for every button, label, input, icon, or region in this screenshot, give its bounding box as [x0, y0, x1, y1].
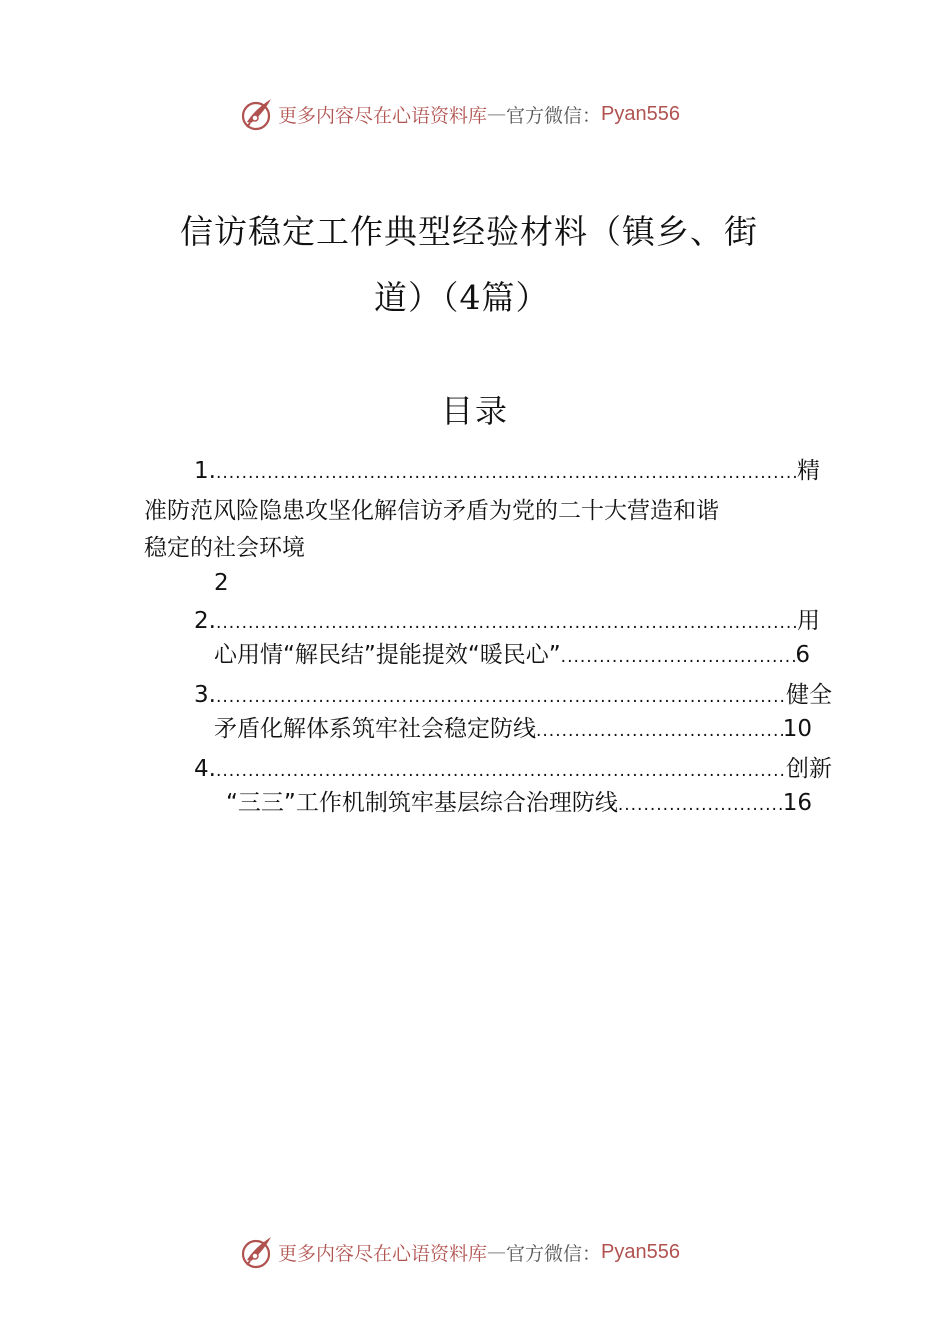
toc-entry-number: 3. — [194, 682, 216, 708]
quill-logo-icon — [238, 1234, 274, 1270]
toc-leader-dots — [561, 642, 796, 672]
toc-leader-dots — [618, 790, 783, 820]
toc-entry-1-page[interactable]: 2 — [214, 570, 229, 596]
footer-banner — [238, 1232, 738, 1272]
toc-entry-1-title-line[interactable]: 稳定的社会环境 — [144, 535, 305, 561]
toc-entry-4[interactable] — [194, 754, 832, 786]
toc-entry-2-title-line[interactable] — [214, 640, 810, 672]
banner-dash: — — [487, 103, 507, 125]
toc-entry-title-start: 健全 — [786, 682, 832, 708]
toc-entry-number: 2. — [194, 608, 216, 634]
toc-entry-2[interactable] — [194, 606, 820, 638]
banner-slogan: 更多内容尽在心语资料库 — [278, 104, 488, 127]
toc-entry-1[interactable] — [194, 456, 820, 488]
toc-entry-3-title-line[interactable] — [214, 714, 812, 746]
toc-entry-number: 1. — [194, 458, 216, 484]
document-title-line-2: 道）（4篇） — [374, 278, 550, 317]
toc-entry-1-title-line[interactable]: 准防范风险隐患攻坚化解信访矛盾为党的二十大营造和谐 — [144, 498, 719, 524]
toc-entry-title-rest: 矛盾化解体系筑牢社会稳定防线 — [214, 716, 536, 742]
toc-leader-dots — [216, 608, 797, 638]
banner-dash: — — [487, 1241, 507, 1263]
toc-leader-dots — [216, 756, 786, 786]
toc-entry-title-rest: 心用情“解民结”提能提效“暖民心” — [214, 642, 561, 668]
quill-logo-icon — [238, 96, 274, 132]
toc-leader-dots — [536, 716, 783, 746]
toc-entry-title-start: 创新 — [786, 756, 832, 782]
banner-wechat-label: 官方微信： — [506, 1242, 602, 1265]
toc-entry-3[interactable] — [194, 680, 832, 712]
toc-entry-title-rest: “三三”工作机制筑牢基层综合治理防线 — [226, 790, 618, 816]
banner-wechat-id: Pyan556 — [601, 102, 680, 125]
toc-heading: 目录 — [440, 392, 509, 430]
banner-wechat-id: Pyan556 — [601, 1240, 680, 1263]
banner-wechat-label: 官方微信： — [506, 104, 602, 127]
toc-entry-page: 10 — [782, 716, 812, 742]
header-banner — [238, 94, 738, 134]
document-title-line-1: 信访稳定工作典型经验材料（镇乡、街 — [180, 212, 758, 251]
banner-slogan: 更多内容尽在心语资料库 — [278, 1242, 488, 1265]
toc-leader-dots — [216, 682, 786, 712]
toc-entry-title-start: 用 — [797, 608, 820, 634]
toc-leader-dots — [216, 458, 797, 488]
toc-entry-title-start: 精 — [797, 458, 820, 484]
toc-entry-number: 4. — [194, 756, 216, 782]
toc-entry-page: 16 — [782, 790, 812, 816]
toc-entry-page: 6 — [795, 642, 810, 668]
toc-entry-4-title-line[interactable] — [226, 788, 812, 820]
